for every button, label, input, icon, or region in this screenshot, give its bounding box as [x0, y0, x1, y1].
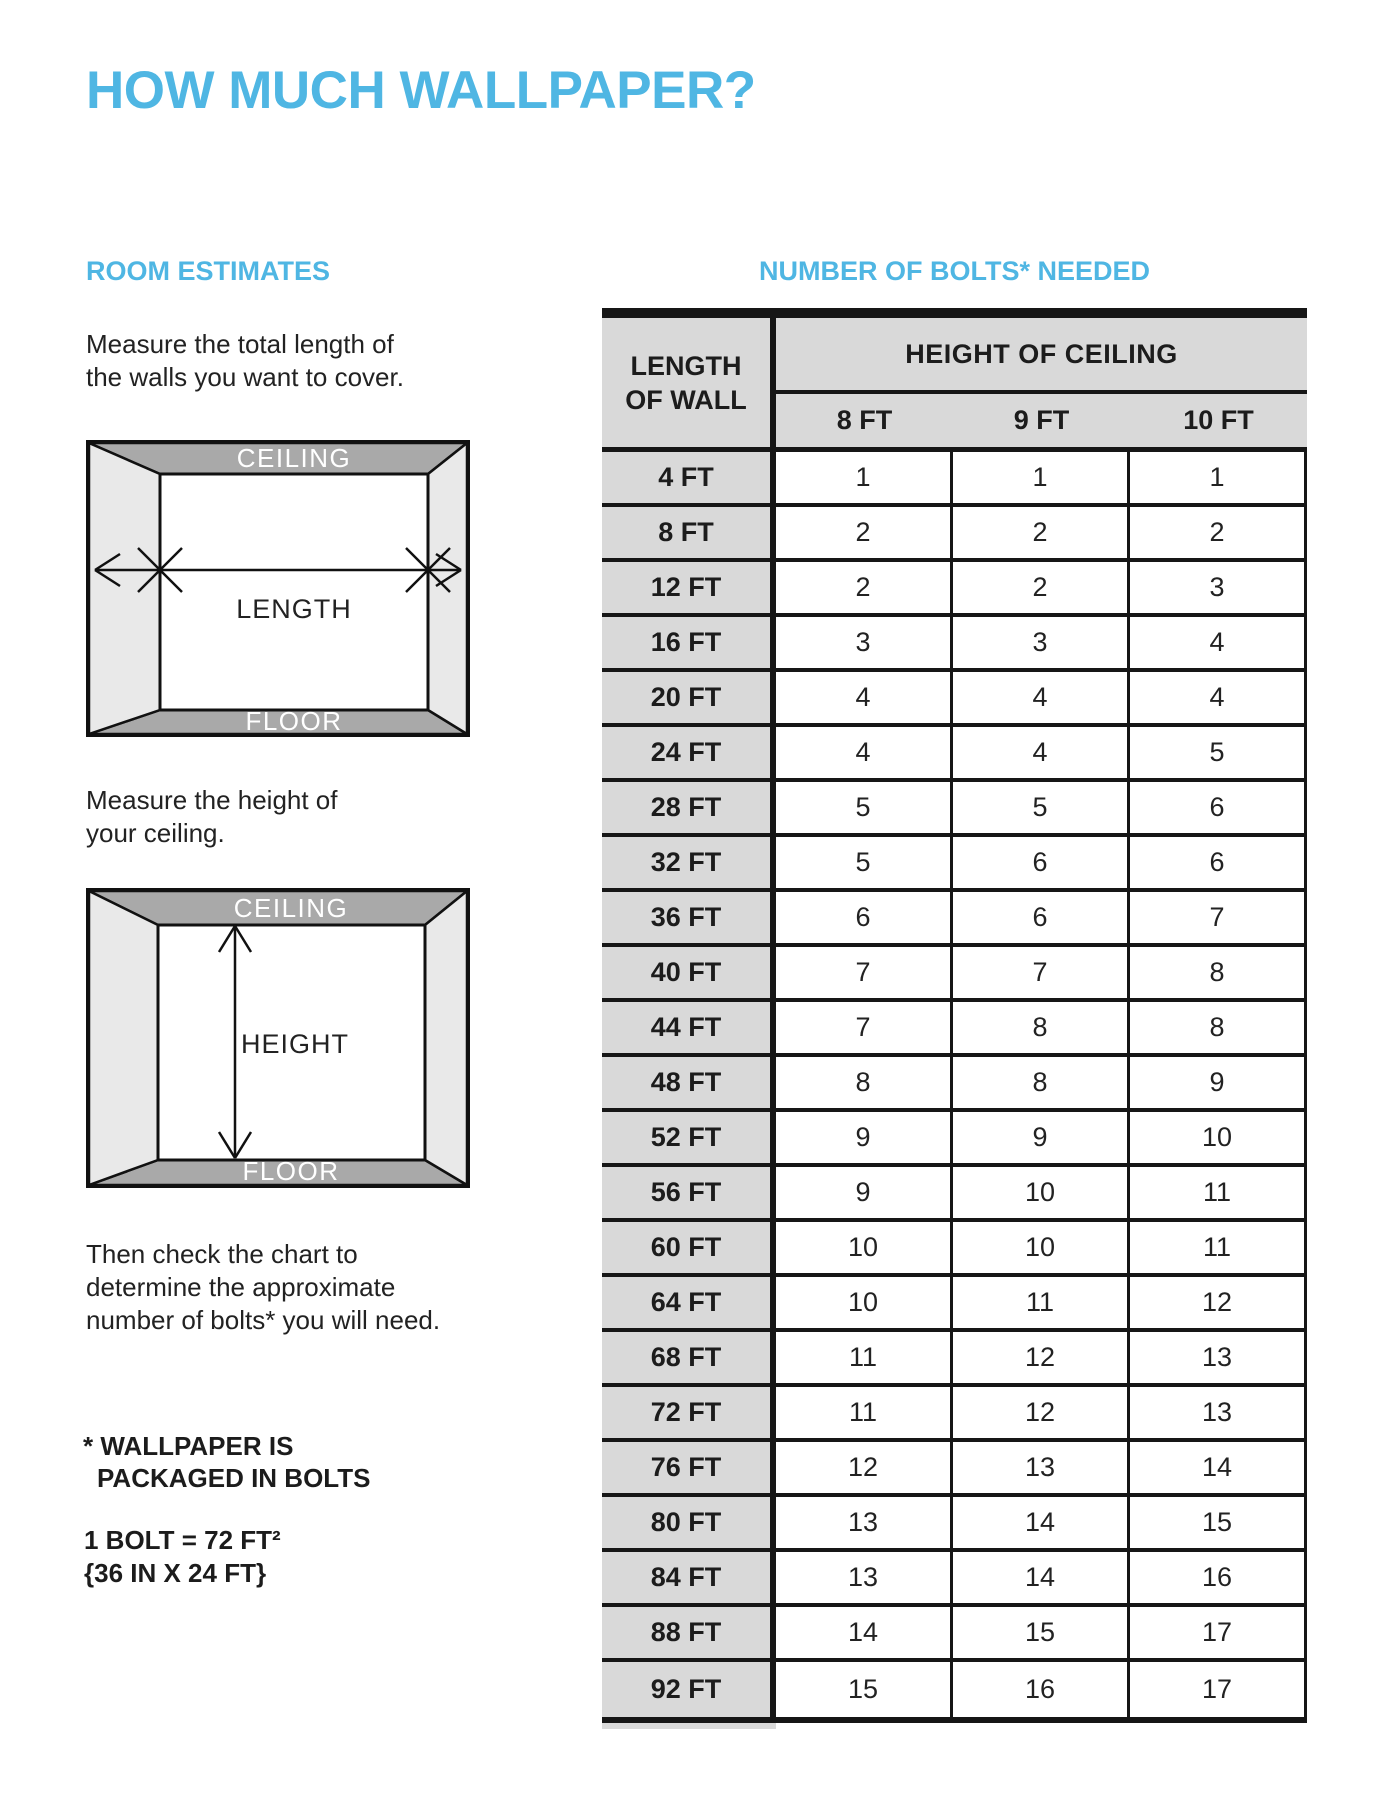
- table-row: [602, 1442, 1307, 1497]
- step2-line1: Measure the height of: [86, 785, 338, 815]
- row-value: 2: [950, 507, 1127, 558]
- row-label: 16 FT: [602, 617, 776, 668]
- row-label: 56 FT: [602, 1167, 776, 1218]
- table-row: [602, 782, 1307, 837]
- table-top-border: [602, 308, 1307, 318]
- row-label: 36 FT: [602, 892, 776, 943]
- row-label: 4 FT: [602, 452, 776, 503]
- table-row: [602, 1112, 1307, 1167]
- table-row: [602, 1497, 1307, 1552]
- step1-line2: the walls you want to cover.: [86, 362, 404, 392]
- row-value: 5: [1127, 727, 1307, 778]
- row-value: 15: [950, 1607, 1127, 1658]
- row-value: 2: [1127, 507, 1307, 558]
- row-label: 60 FT: [602, 1222, 776, 1273]
- row-value: 5: [776, 837, 950, 888]
- wallpaper-note: [83, 1430, 370, 1494]
- row-value: 9: [776, 1167, 950, 1218]
- step3-line1: Then check the chart to: [86, 1239, 358, 1269]
- row-label: 24 FT: [602, 727, 776, 778]
- row-value: 5: [950, 782, 1127, 833]
- row-label: 64 FT: [602, 1277, 776, 1328]
- table-header: [602, 318, 1307, 447]
- row-value: 17: [1127, 1607, 1307, 1658]
- row-label: 84 FT: [602, 1552, 776, 1603]
- table-row: [602, 452, 1307, 507]
- row-value: 1: [776, 452, 950, 503]
- row-label: 52 FT: [602, 1112, 776, 1163]
- row-value: 4: [1127, 617, 1307, 668]
- row-value: 4: [776, 727, 950, 778]
- table-row: [602, 507, 1307, 562]
- bolts-needed-table: [602, 308, 1307, 1729]
- bolt-info-line1: 1 BOLT = 72 FT²: [84, 1525, 281, 1555]
- row-value: 4: [1127, 672, 1307, 723]
- row-label: 76 FT: [602, 1442, 776, 1493]
- row-value: 11: [1127, 1222, 1307, 1273]
- left-wall: [89, 443, 160, 734]
- bolt-size-info: [84, 1524, 281, 1590]
- row-value: 17: [1127, 1662, 1307, 1717]
- back-wall: [160, 474, 428, 710]
- row-value: 3: [950, 617, 1127, 668]
- row-value: 13: [1127, 1332, 1307, 1383]
- length-of-wall-header: [602, 318, 776, 447]
- row-value: 15: [1127, 1497, 1307, 1548]
- row-value: 12: [1127, 1277, 1307, 1328]
- row-value: 6: [1127, 837, 1307, 888]
- row-value: 4: [950, 672, 1127, 723]
- corner-header-line2: OF WALL: [625, 384, 747, 415]
- row-label: 48 FT: [602, 1057, 776, 1108]
- table-row: [602, 1057, 1307, 1112]
- row-value: 13: [950, 1442, 1127, 1493]
- height-of-ceiling-header: HEIGHT OF CEILING: [776, 318, 1307, 394]
- table-row: [602, 947, 1307, 1002]
- row-value: 2: [776, 507, 950, 558]
- left-wall: [89, 891, 158, 1185]
- row-value: 16: [1127, 1552, 1307, 1603]
- row-value: 9: [950, 1112, 1127, 1163]
- row-value: 8: [1127, 947, 1307, 998]
- floor-label: FLOOR: [245, 706, 343, 736]
- height-of-ceiling-header-group: [776, 318, 1307, 447]
- row-value: 4: [776, 672, 950, 723]
- row-value: 8: [776, 1057, 950, 1108]
- table-row: [602, 892, 1307, 947]
- row-value: 10: [776, 1222, 950, 1273]
- right-wall: [425, 891, 467, 1185]
- step1-line1: Measure the total length of: [86, 329, 394, 359]
- row-value: 4: [950, 727, 1127, 778]
- row-value: 11: [950, 1277, 1127, 1328]
- note-line1: * WALLPAPER IS: [83, 1431, 294, 1461]
- table-row: [602, 1662, 1307, 1717]
- step3-line3: number of bolts* you will need.: [86, 1305, 441, 1335]
- table-row: [602, 1002, 1307, 1057]
- room-estimates-heading: ROOM ESTIMATES: [86, 256, 331, 286]
- step1-text: [86, 328, 404, 394]
- row-value: 2: [950, 562, 1127, 613]
- height-label: HEIGHT: [240, 1029, 350, 1059]
- row-value: 3: [776, 617, 950, 668]
- table-row: [602, 562, 1307, 617]
- row-value: 6: [950, 892, 1127, 943]
- table-row: [602, 1332, 1307, 1387]
- row-value: 6: [776, 892, 950, 943]
- row-label: 8 FT: [602, 507, 776, 558]
- row-value: 10: [950, 1222, 1127, 1273]
- row-value: 13: [1127, 1387, 1307, 1438]
- row-value: 16: [950, 1662, 1127, 1717]
- ceiling-label: CEILING: [233, 893, 349, 923]
- row-label: 20 FT: [602, 672, 776, 723]
- row-value: 15: [776, 1662, 950, 1717]
- row-value: 8: [1127, 1002, 1307, 1053]
- row-value: 14: [950, 1497, 1127, 1548]
- column-header-9ft: 9 FT: [1013, 405, 1070, 435]
- row-value: 10: [776, 1277, 950, 1328]
- row-value: 14: [776, 1607, 950, 1658]
- row-value: 14: [950, 1552, 1127, 1603]
- row-value: 6: [950, 837, 1127, 888]
- note-line2: PACKAGED IN BOLTS: [97, 1463, 371, 1493]
- row-value: 11: [776, 1332, 950, 1383]
- row-value: 8: [950, 1002, 1127, 1053]
- table-row: [602, 672, 1307, 727]
- row-label: 92 FT: [602, 1662, 776, 1717]
- row-value: 7: [776, 947, 950, 998]
- row-value: 13: [776, 1497, 950, 1548]
- table-row: [602, 1222, 1307, 1277]
- column-header-10ft: 10 FT: [1183, 405, 1254, 435]
- row-label: 80 FT: [602, 1497, 776, 1548]
- step2-text: [86, 784, 338, 850]
- length-label: LENGTH: [236, 594, 352, 624]
- ceiling-height-columns: [776, 394, 1307, 447]
- row-value: 2: [776, 562, 950, 613]
- row-value: 11: [1127, 1167, 1307, 1218]
- ceiling-label: CEILING: [236, 443, 352, 473]
- row-label: 72 FT: [602, 1387, 776, 1438]
- row-label: 68 FT: [602, 1332, 776, 1383]
- step2-line2: your ceiling.: [86, 818, 225, 848]
- table-body: [602, 447, 1307, 1717]
- bolts-table-heading: NUMBER OF BOLTS* NEEDED: [758, 256, 1150, 286]
- table-row: [602, 727, 1307, 782]
- row-label: 28 FT: [602, 782, 776, 833]
- row-value: 1: [950, 452, 1127, 503]
- row-label: 44 FT: [602, 1002, 776, 1053]
- step3-line2: determine the approximate: [86, 1272, 396, 1302]
- row-value: 9: [776, 1112, 950, 1163]
- table-row: [602, 1277, 1307, 1332]
- row-value: 9: [1127, 1057, 1307, 1108]
- table-row: [602, 617, 1307, 672]
- table-left-column-stub: [602, 1723, 776, 1729]
- table-row: [602, 1552, 1307, 1607]
- row-value: 5: [776, 782, 950, 833]
- row-value: 10: [950, 1167, 1127, 1218]
- page-title: HOW MUCH WALLPAPER?: [86, 61, 756, 120]
- column-header-8ft: 8 FT: [836, 405, 893, 435]
- row-value: 1: [1127, 452, 1307, 503]
- row-value: 12: [950, 1387, 1127, 1438]
- room-length-diagram: [86, 440, 470, 737]
- row-value: 6: [1127, 782, 1307, 833]
- row-value: 12: [776, 1442, 950, 1493]
- row-value: 7: [776, 1002, 950, 1053]
- row-value: 3: [1127, 562, 1307, 613]
- table-row: [602, 1607, 1307, 1662]
- row-value: 13: [776, 1552, 950, 1603]
- floor-label: FLOOR: [242, 1156, 340, 1186]
- row-value: 7: [950, 947, 1127, 998]
- row-label: 12 FT: [602, 562, 776, 613]
- row-value: 10: [1127, 1112, 1307, 1163]
- table-row: [602, 1167, 1307, 1222]
- corner-header-line1: LENGTH: [630, 350, 742, 381]
- table-row: [602, 837, 1307, 892]
- row-value: 7: [1127, 892, 1307, 943]
- row-label: 40 FT: [602, 947, 776, 998]
- row-value: 11: [776, 1387, 950, 1438]
- row-value: 14: [1127, 1442, 1307, 1493]
- row-label: 88 FT: [602, 1607, 776, 1658]
- step3-text: [86, 1238, 440, 1337]
- row-value: 8: [950, 1057, 1127, 1108]
- room-height-diagram: [86, 888, 470, 1188]
- row-value: 12: [950, 1332, 1127, 1383]
- table-row: [602, 1387, 1307, 1442]
- bolt-info-line2: {36 IN X 24 FT}: [84, 1558, 267, 1588]
- row-label: 32 FT: [602, 837, 776, 888]
